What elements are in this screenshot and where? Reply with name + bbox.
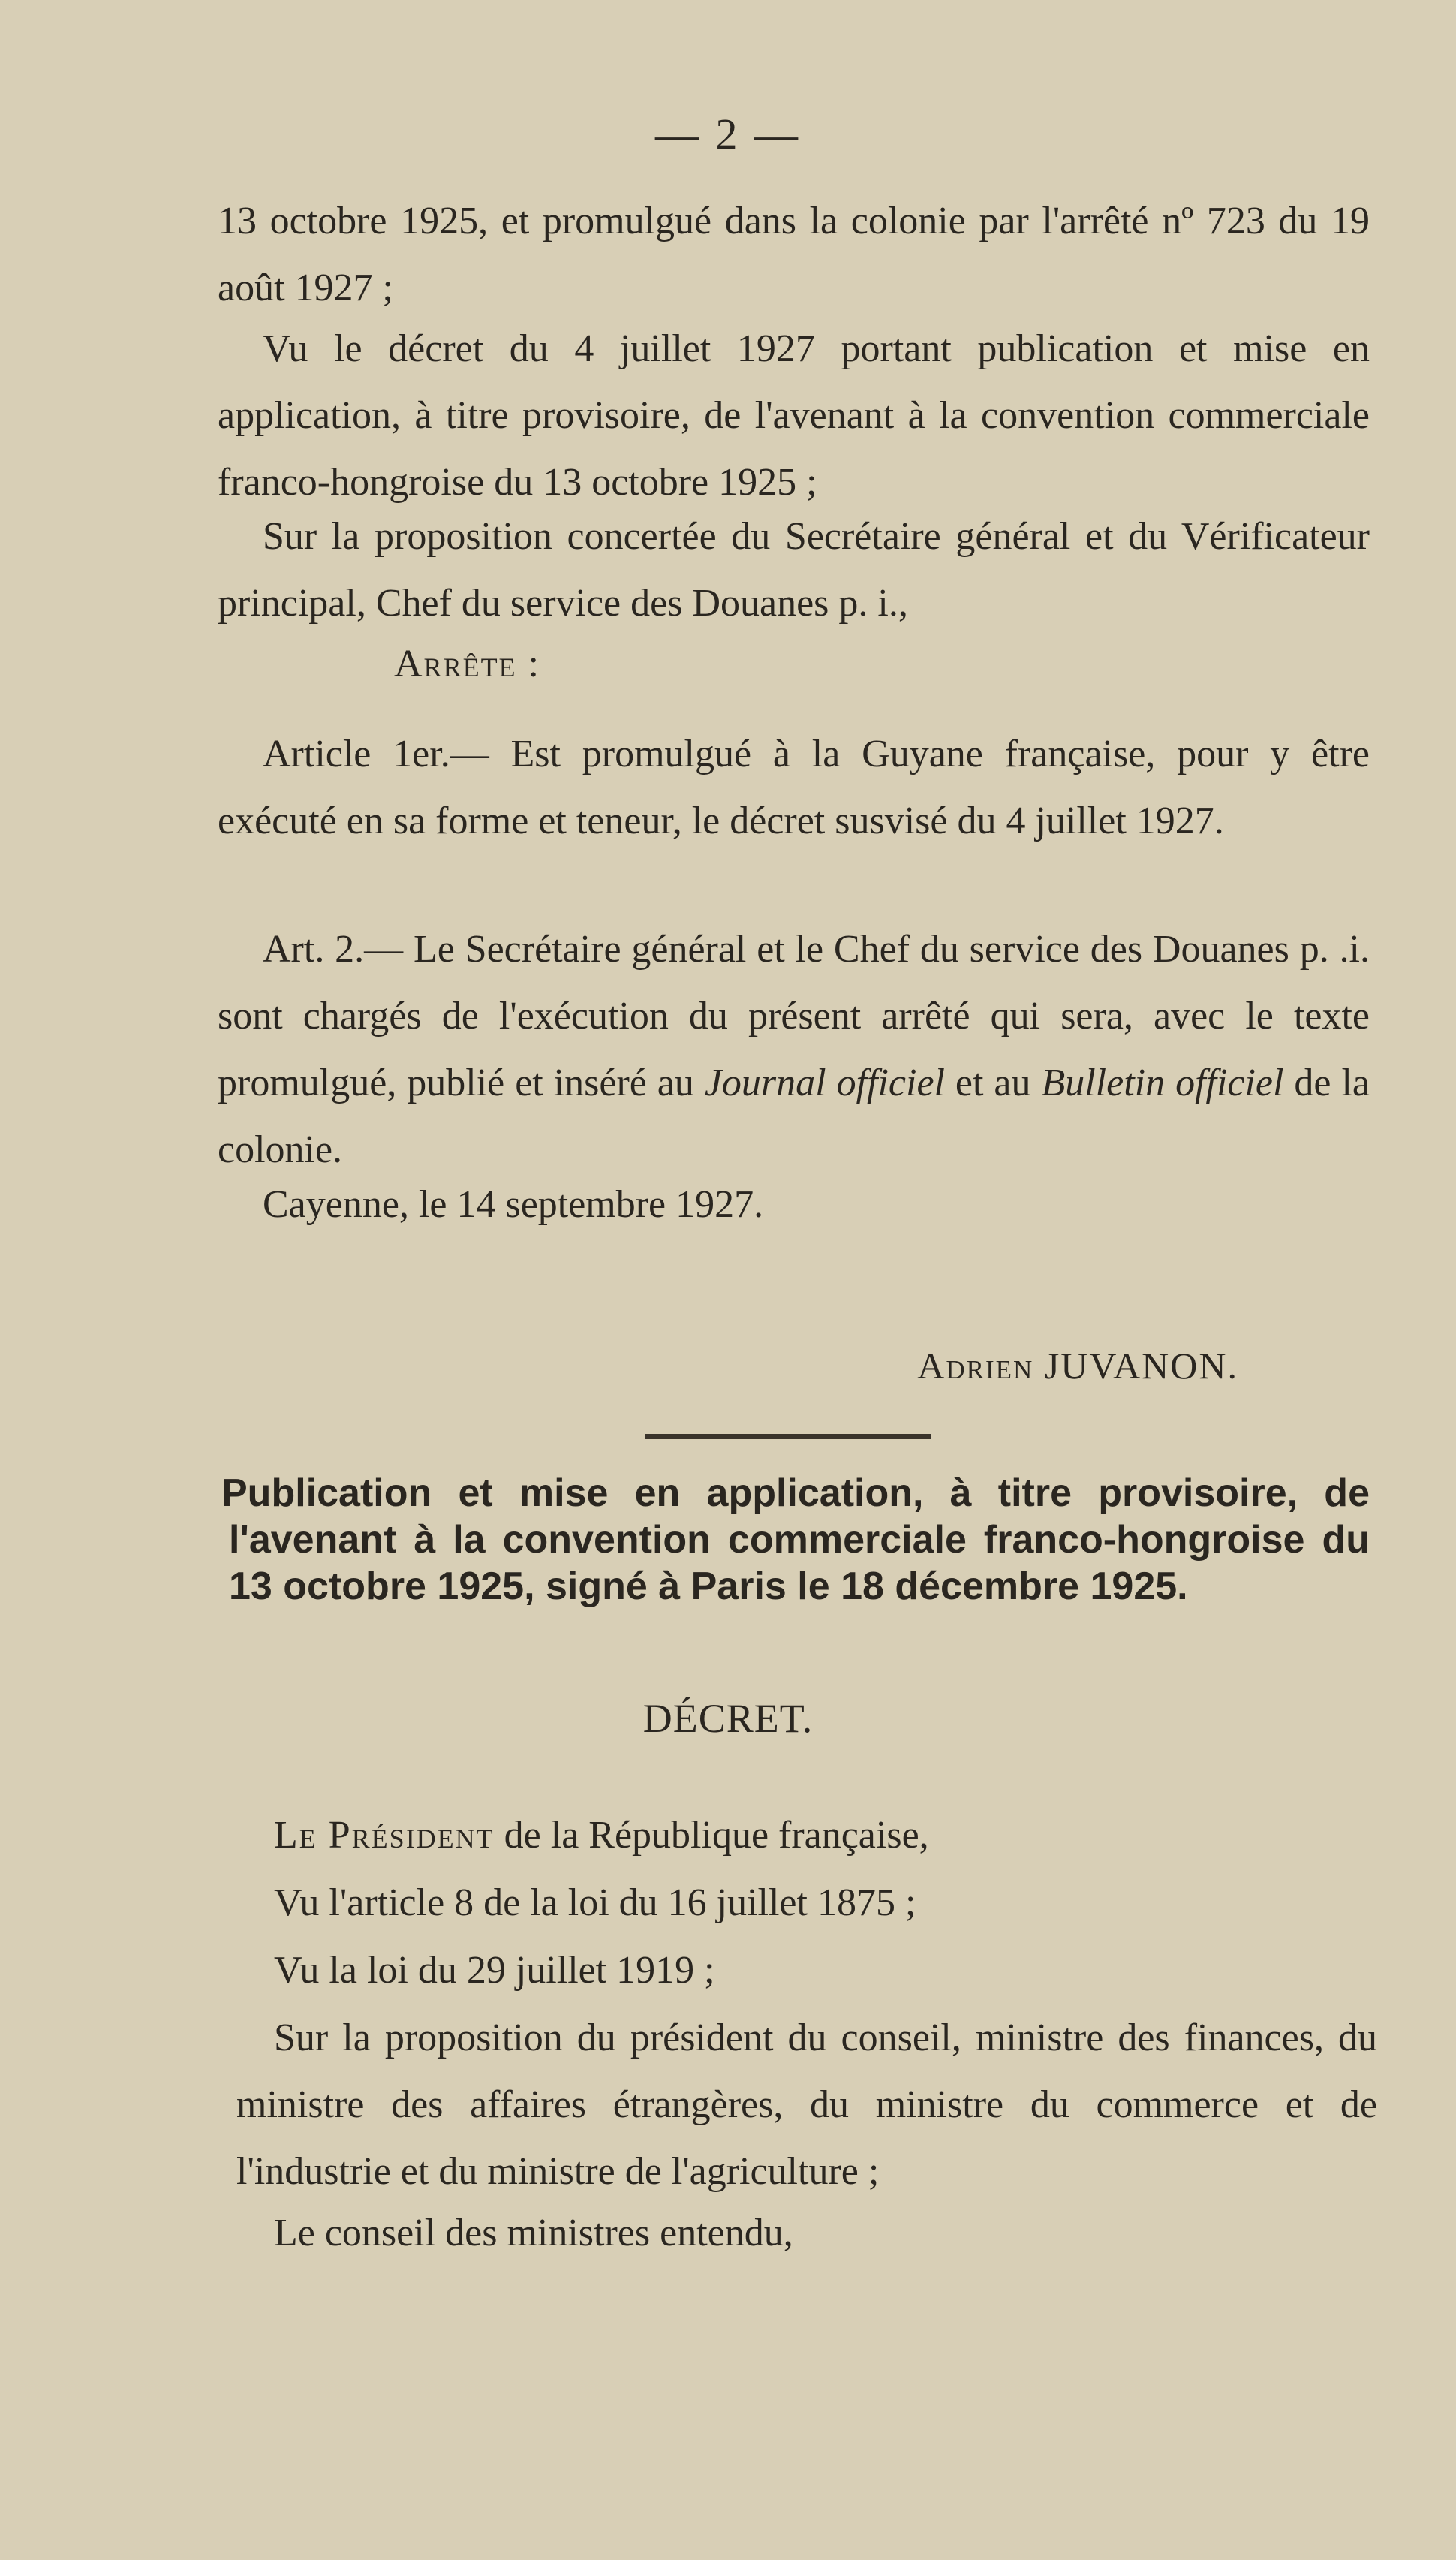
article-2-journal: Journal officiel [704,1062,945,1104]
arrete-heading: Arrête : [394,643,540,685]
signature: Adrien JUVANON. [917,1345,1238,1387]
article-2 [218,916,1370,1183]
vu-article: Vu l'article 8 de la loi du 16 juillet 1875 ; [274,1881,916,1924]
paragraph-sur-proposition: Sur la proposition concertée du Secrétaire général et du Vérificateur principal, Chef du service des Douanes p. i., [218,515,1370,625]
separator-rule [645,1434,931,1439]
conseil-entendu: Le conseil des ministres entendu, [274,2212,793,2254]
paragraph-vu-decret: Vu le décret du 4 juillet 1927 portant publication et mise en application, à titre provisoire, de l'avenant à la convention commerciale franco-hongroise du 13 octobre 1925 ; [218,327,1370,504]
article-1: Article 1er.— Est promulgué à la Guyane française, pour y être exécuté en sa forme et teneur, le décret susvisé du 4 juillet 1927. [218,733,1370,842]
vu-loi: Vu la loi du 29 juillet 1919 ; [274,1949,715,1992]
article-2-text-a: Art. 2.— Le Secrétaire général et le Chef du service des Douanes p. .i. sont chargés de l'exécution du présent arrêté qui sera, avec le texte promulgué, publié et inséré au [218,928,1370,1104]
president-line [236,1802,1377,1869]
date-line: Cayenne, le 14 septembre 1927. [263,1183,764,1226]
president-rest: de la République française, [494,1814,929,1857]
president-label: Le Président [274,1814,495,1857]
article-2-text-b: et au [944,1062,1042,1104]
article-2-text-c: de la colonie. [218,1062,1370,1171]
section-title: Publication et mise en application, à titre provisoire, de l'avenant à la convention commerciale franco-hongroise du 13 octobre 1925, signé à Paris le 18 décembre 1925. [221,1471,1370,1608]
paragraph-continuation: 13 octobre 1925, et promulgué dans la colonie par l'arrêté nº 723 du 19 août 1927 ; [218,200,1370,309]
sur-proposition-decret: Sur la proposition du président du conseil, ministre des finances, du ministre des affaires étrangères, du ministre du commerce et de l'industrie et du ministre de l'agriculture ; [236,2016,1377,2193]
page-number: — 2 — [655,110,801,158]
article-2-bulletin: Bulletin officiel [1041,1062,1284,1104]
decret-heading: DÉCRET. [642,1696,814,1741]
